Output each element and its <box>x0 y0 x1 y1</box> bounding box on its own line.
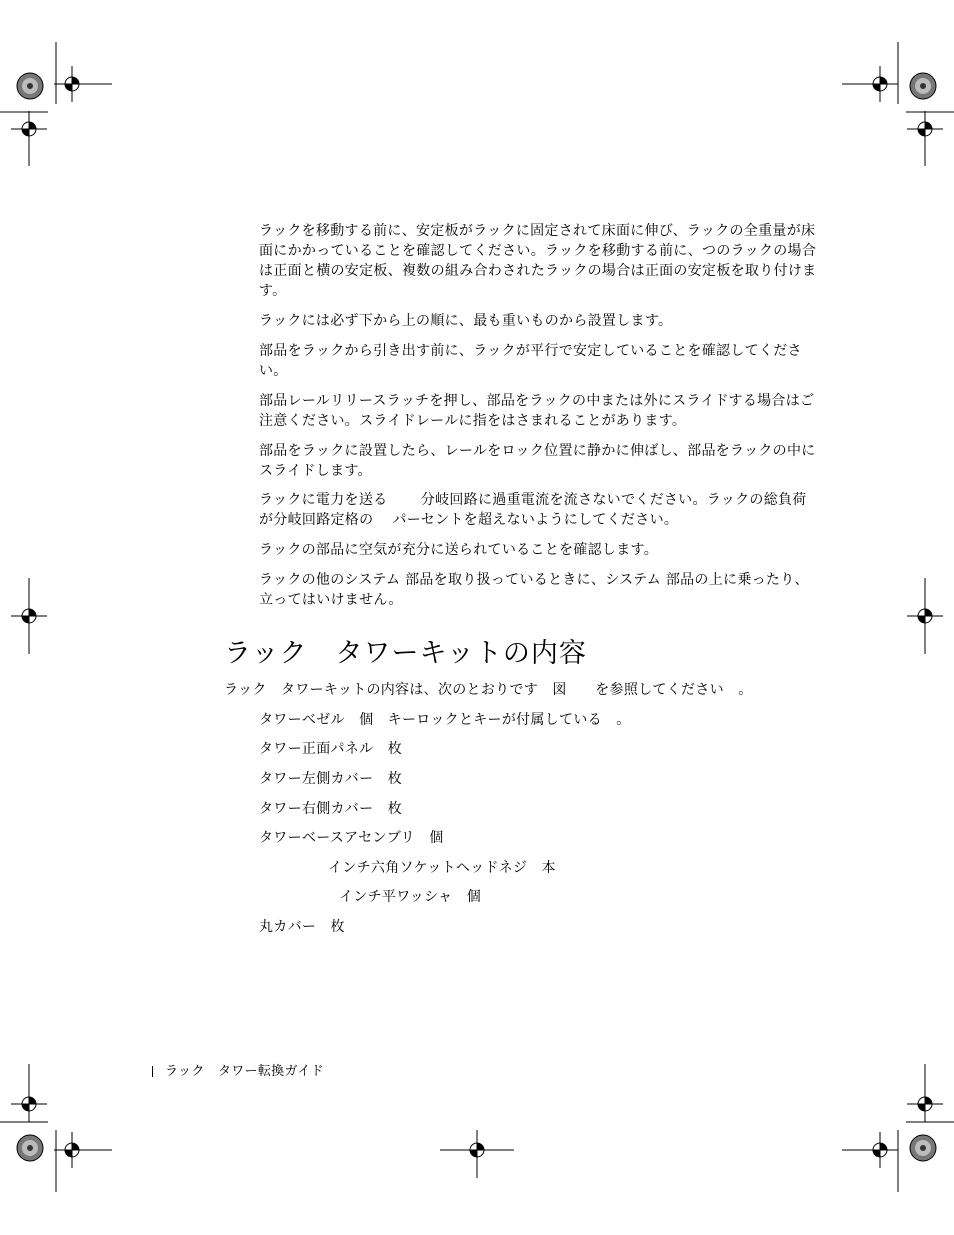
crop-mark-bottom-center <box>440 1130 514 1178</box>
crop-mark-bottom-right <box>842 1064 954 1192</box>
bullet-item: ラックには必ず下から上の順に、最も重いものから設置します。 <box>259 313 673 329</box>
kit-subitem: インチ六角ソケットヘッドネジ 本 <box>328 860 556 876</box>
crop-mark-middle-right <box>907 578 943 654</box>
crop-mark-bottom-left <box>0 1064 112 1192</box>
bullet-item: 部品をラックに設置したら、レールをロック位置に静かに伸ばし、部品をラックの中にスライドします。 <box>259 443 816 479</box>
page-footer <box>152 1062 324 1082</box>
crop-mark-top-right <box>842 42 954 166</box>
footer-title: ラック タワー転換ガイド <box>165 1064 324 1079</box>
bullet-item: ラックの部品に空気が充分に送られていることを確認します。 <box>259 542 658 558</box>
crop-mark-middle-left <box>11 578 47 654</box>
kit-item: タワーベゼル 個 キーロックとキーが付属している 。 <box>259 712 631 728</box>
kit-item: タワー左側カバー 枚 <box>259 771 402 787</box>
kit-item: タワー正面パネル 枚 <box>259 741 402 757</box>
bullet-item: 部品をラックから引き出す前に、ラックが平行で安定していることを確認してください。 <box>259 343 802 379</box>
kit-item: タワーベースアセンブリ 個 <box>259 830 444 846</box>
bullet-item: 部品レールリリースラッチを押し、部品をラックの中または外にスライドする場合はご注意ください。スライドレールに指をはさまれることがあります。 <box>259 393 815 429</box>
bullet-item: ラックの他のシステム 部品を取り扱っているときに、システム 部品の上に乗ったり、立ってはいけません。 <box>259 572 809 608</box>
kit-item: 丸カバー 枚 <box>259 919 345 935</box>
section-intro: ラック タワーキットの内容は、次のとおりです 図 を参照してください 。 <box>224 682 753 698</box>
bullet-item: ラックに電力を送る 分岐回路に過重電流を流さないでください。ラックの総負荷が分岐回路定格の パーセントを超えないようにしてください。 <box>259 492 807 528</box>
crop-mark-top-left <box>0 42 112 166</box>
section-heading: ラック タワーキットの内容 <box>224 638 587 669</box>
kit-item: タワー右側カバー 枚 <box>259 801 402 817</box>
footer-divider <box>152 1066 153 1077</box>
kit-subitem: インチ平ワッシャ 個 <box>339 889 482 905</box>
bullet-item: ラックを移動する前に、安定板がラックに固定されて床面に伸び、ラックの全重量が床面にかかっていることを確認してください。ラックを移動する前に、つのラックの場合は正面と横の安定板、複数の組み合わされたラックの場合は正面の安定板を取り付けます。 <box>259 223 817 299</box>
